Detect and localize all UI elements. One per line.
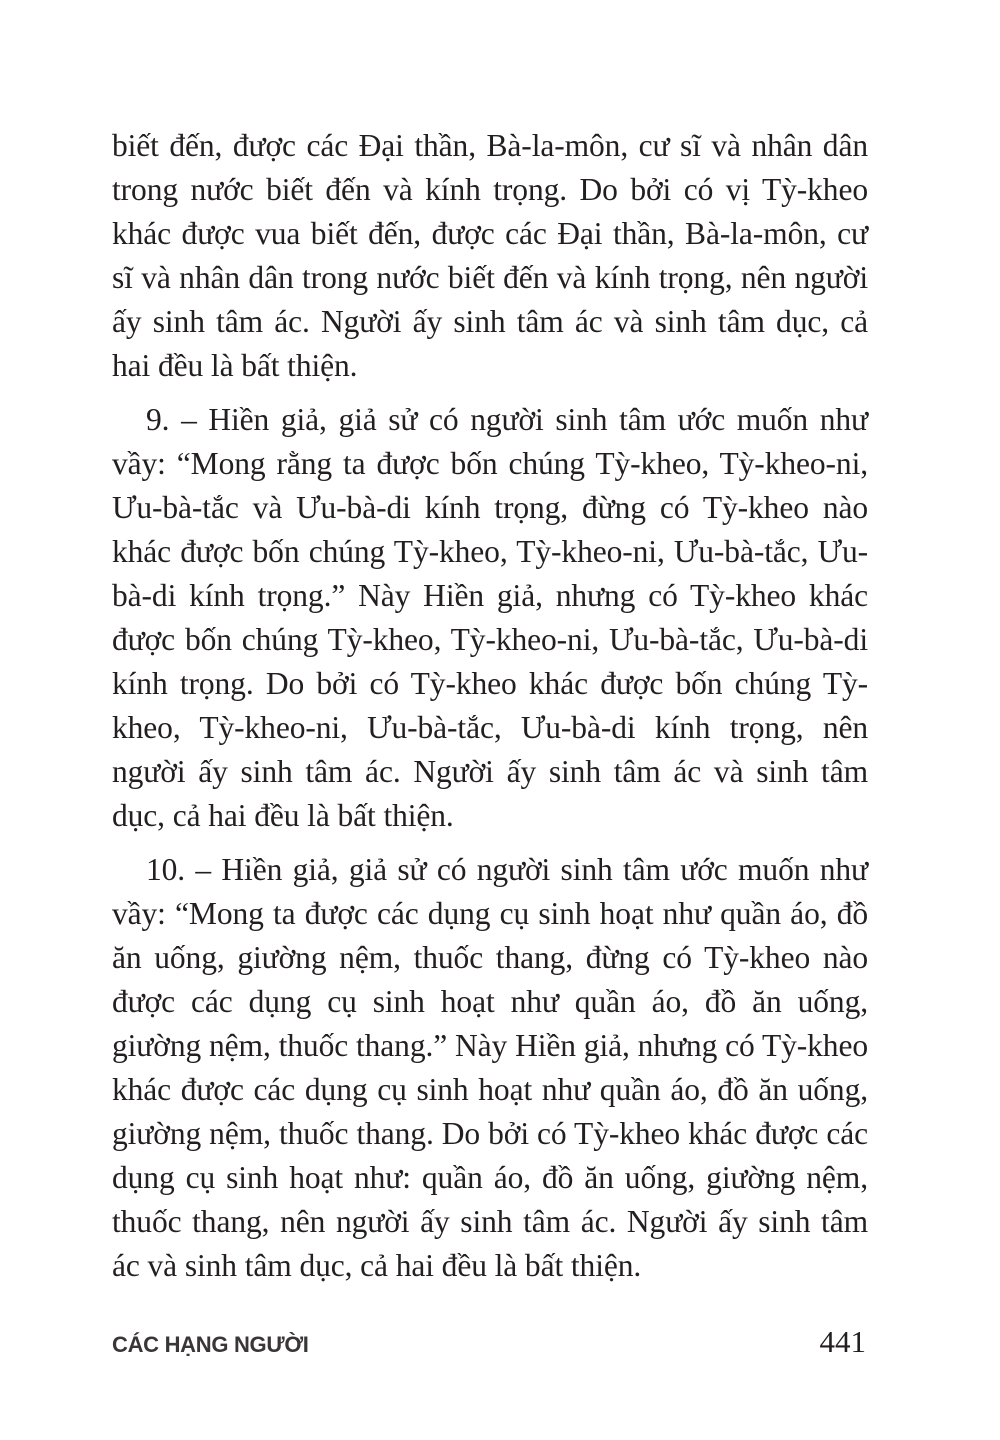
- page-footer: [112, 1322, 866, 1366]
- running-title: CÁC HẠNG NGƯỜI: [112, 1332, 309, 1357]
- paragraph-continuation: biết đến, được các Đại thần, Bà-la-môn, cư sĩ và nhân dân trong nước biết đến và kính trọng. Do bởi có vị Tỳ-kheo khác được vua biết đến, được các Đại thần, Bà-la-môn, cư sĩ và nhân dân trong nước biết đến và kính trọng, nên người ấy sinh tâm ác. Người ấy sinh tâm ác và sinh tâm dục, cả hai đều là bất thiện.: [112, 128, 868, 383]
- paragraph-10: 10. – Hiền giả, giả sử có người sinh tâm ước muốn như vầy: “Mong ta được các dụng cụ sinh hoạt như quần áo, đồ ăn uống, giường nệm, thuốc thang, đừng có Tỳ-kheo nào được các dụng cụ sinh hoạt như quần áo, đồ ăn uống, giường nệm, thuốc thang.” Này Hiền giả, nhưng có Tỳ-kheo khác được các dụng cụ sinh hoạt như quần áo, đồ ăn uống, giường nệm, thuốc thang. Do bởi có Tỳ-kheo khác được các dụng cụ sinh hoạt như: quần áo, đồ ăn uống, giường nệm, thuốc thang, nên người ấy sinh tâm ác. Người ấy sinh tâm ác và sinh tâm dục, cả hai đều là bất thiện.: [112, 852, 868, 1283]
- page-number: 441: [819, 1324, 866, 1359]
- page-body: [112, 124, 868, 1288]
- paragraph-9: 9. – Hiền giả, giả sử có người sinh tâm ước muốn như vầy: “Mong rằng ta được bốn chúng Tỳ-kheo, Tỳ-kheo-ni, Ưu-bà-tắc và Ưu-bà-di kính trọng, đừng có Tỳ-kheo nào khác được bốn chúng Tỳ-kheo, Tỳ-kheo-ni, Ưu-bà-tắc, Ưu-bà-di kính trọng.” Này Hiền giả, nhưng có Tỳ-kheo khác được bốn chúng Tỳ-kheo, Tỳ-kheo-ni, Ưu-bà-tắc, Ưu-bà-di kính trọng. Do bởi có Tỳ-kheo khác được bốn chúng Tỳ-kheo, Tỳ-kheo-ni, Ưu-bà-tắc, Ưu-bà-di kính trọng, nên người ấy sinh tâm ác. Người ấy sinh tâm ác và sinh tâm dục, cả hai đều là bất thiện.: [112, 402, 868, 833]
